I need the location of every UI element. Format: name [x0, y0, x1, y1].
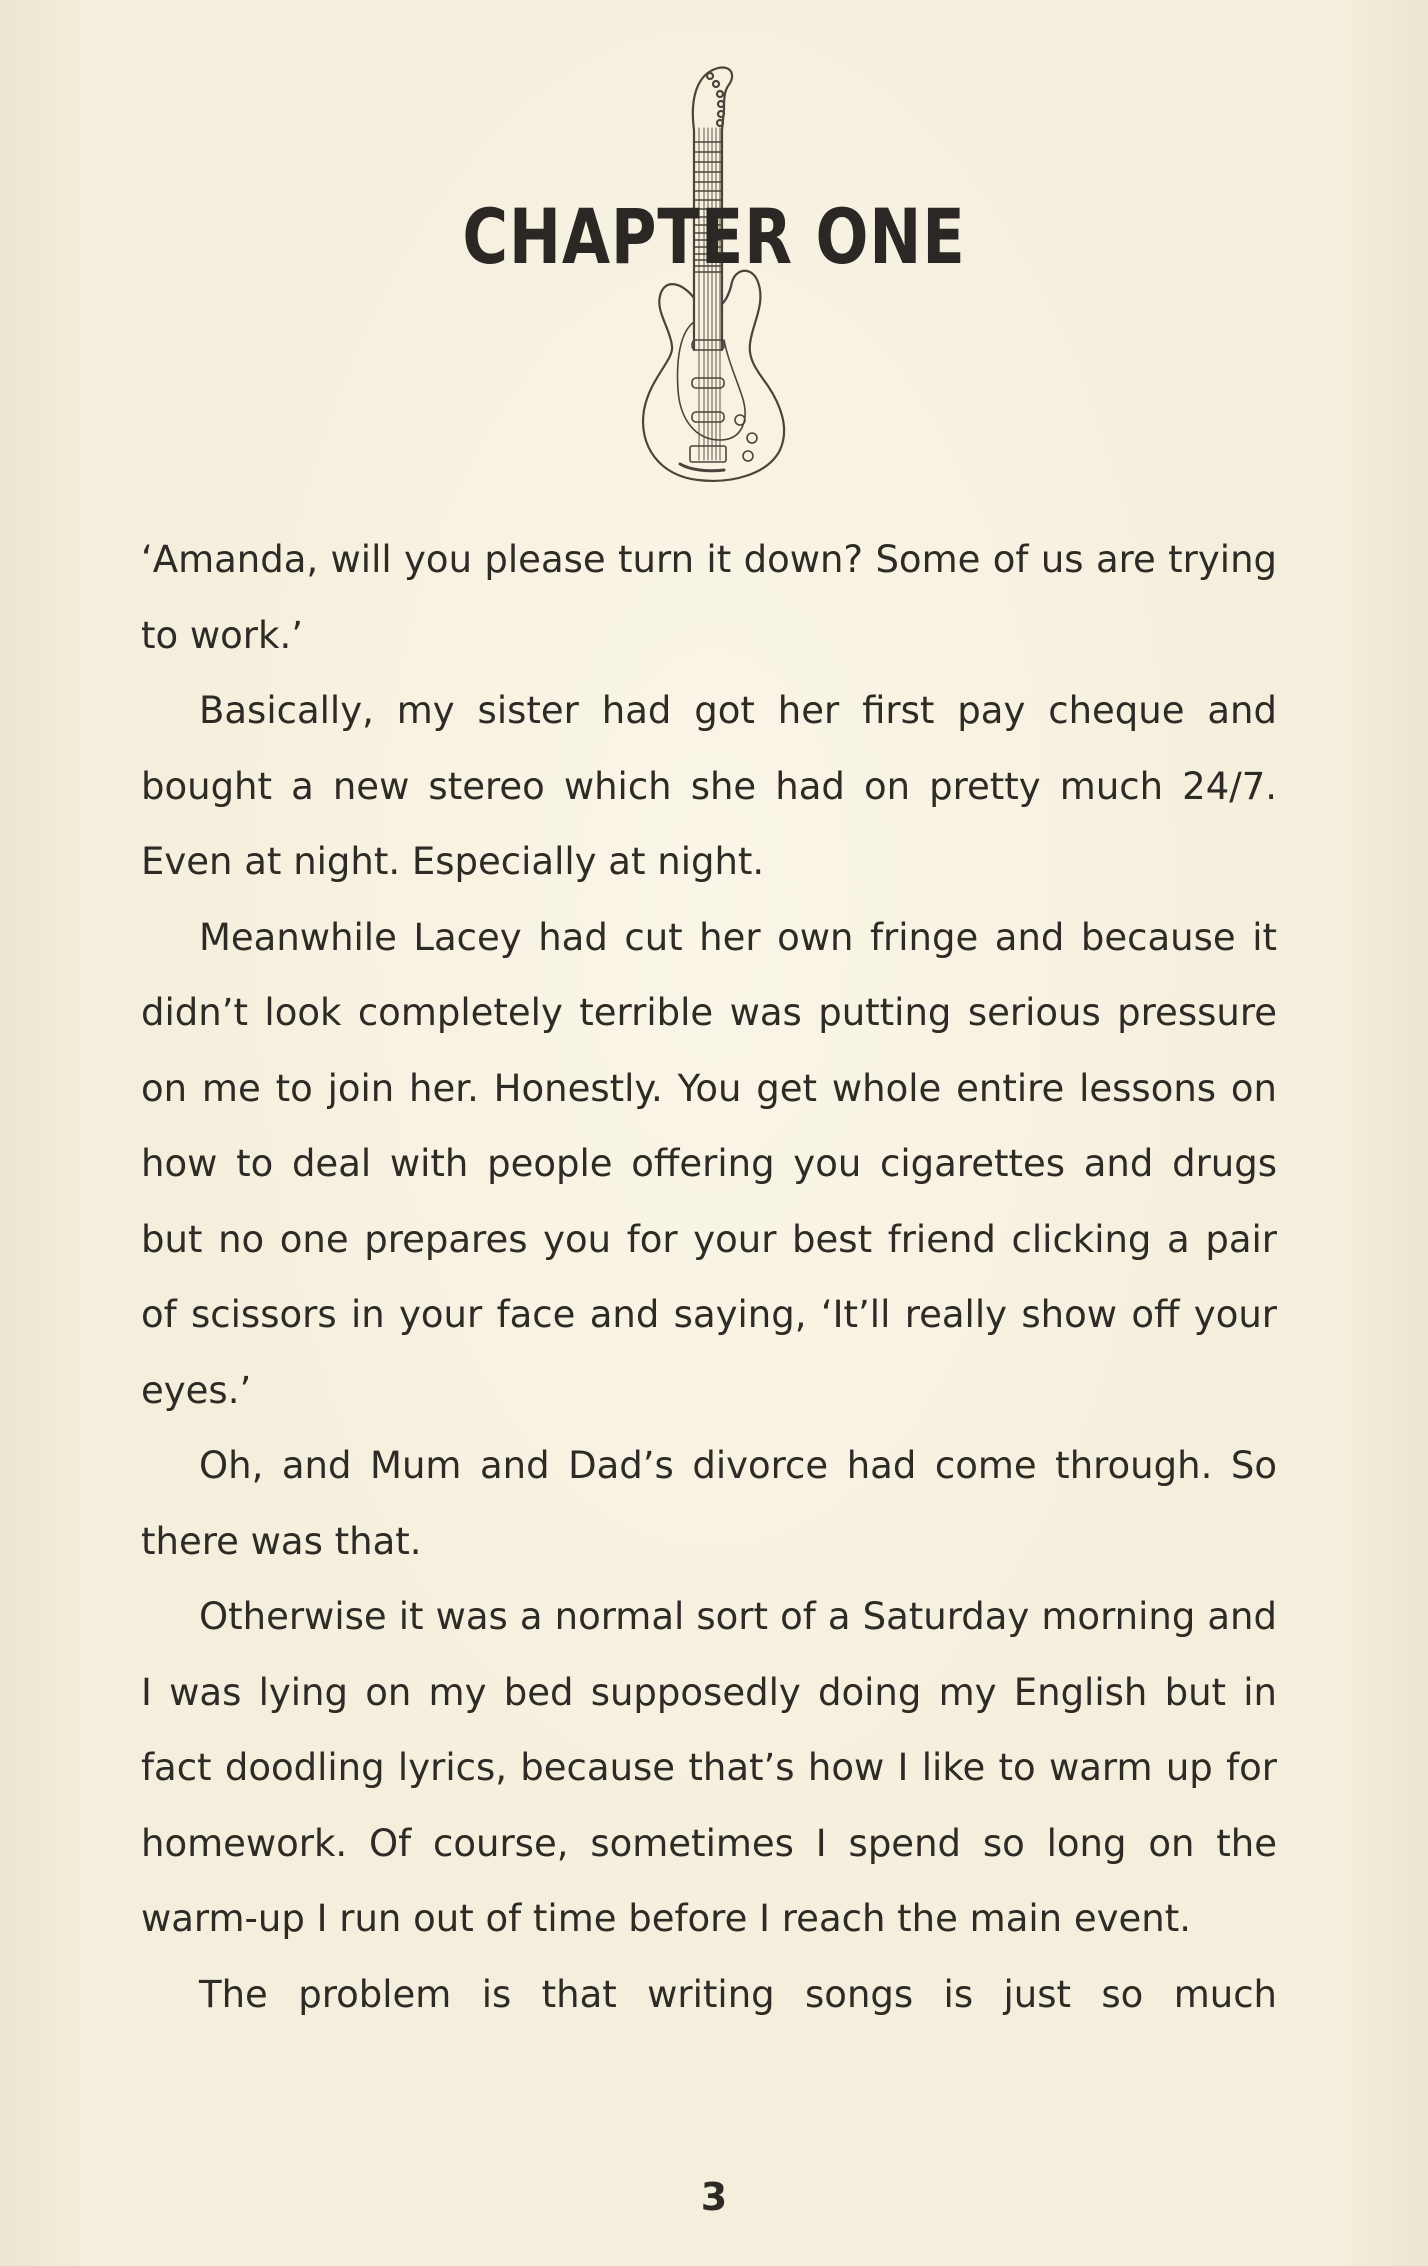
paragraph-3: Meanwhile Lacey had cut her own fringe and because it didn’t look completely terrible was putting serious pressure on me to join her. Honestly. You get whole entire lessons on how to deal with people offering you cigarettes and drugs but no one prepares you for your best friend clicking a pair of scissors in your face and saying, ‘It’ll really show off your eyes.’ [141, 915, 1277, 1412]
chapter-title: CHAPTER ONE [462, 192, 966, 281]
paragraph-1: ‘Amanda, will you please turn it down? Some of us are trying to work.’ [141, 538, 1277, 657]
body-text [141, 522, 1277, 2032]
page-number: 3 [700, 2175, 728, 2219]
paragraph-4: Oh, and Mum and Dad’s divorce had come through. So there was that. [141, 1444, 1277, 1563]
paragraph-6: The problem is that writing songs is just so much [199, 1972, 1277, 2016]
paragraph-2: Basically, my sister had got her first pay cheque and bought a new stereo which she had on pretty much 24/7. Even at night. Especially at night. [141, 689, 1277, 883]
paragraph-5: Otherwise it was a normal sort of a Saturday morning and I was lying on my bed supposedly doing my English but in fact doodling lyrics, because that’s how I like to warm up for homework. Of course, sometimes I spend so long on the warm-up I run out of time before I reach the main event. [141, 1595, 1277, 1940]
